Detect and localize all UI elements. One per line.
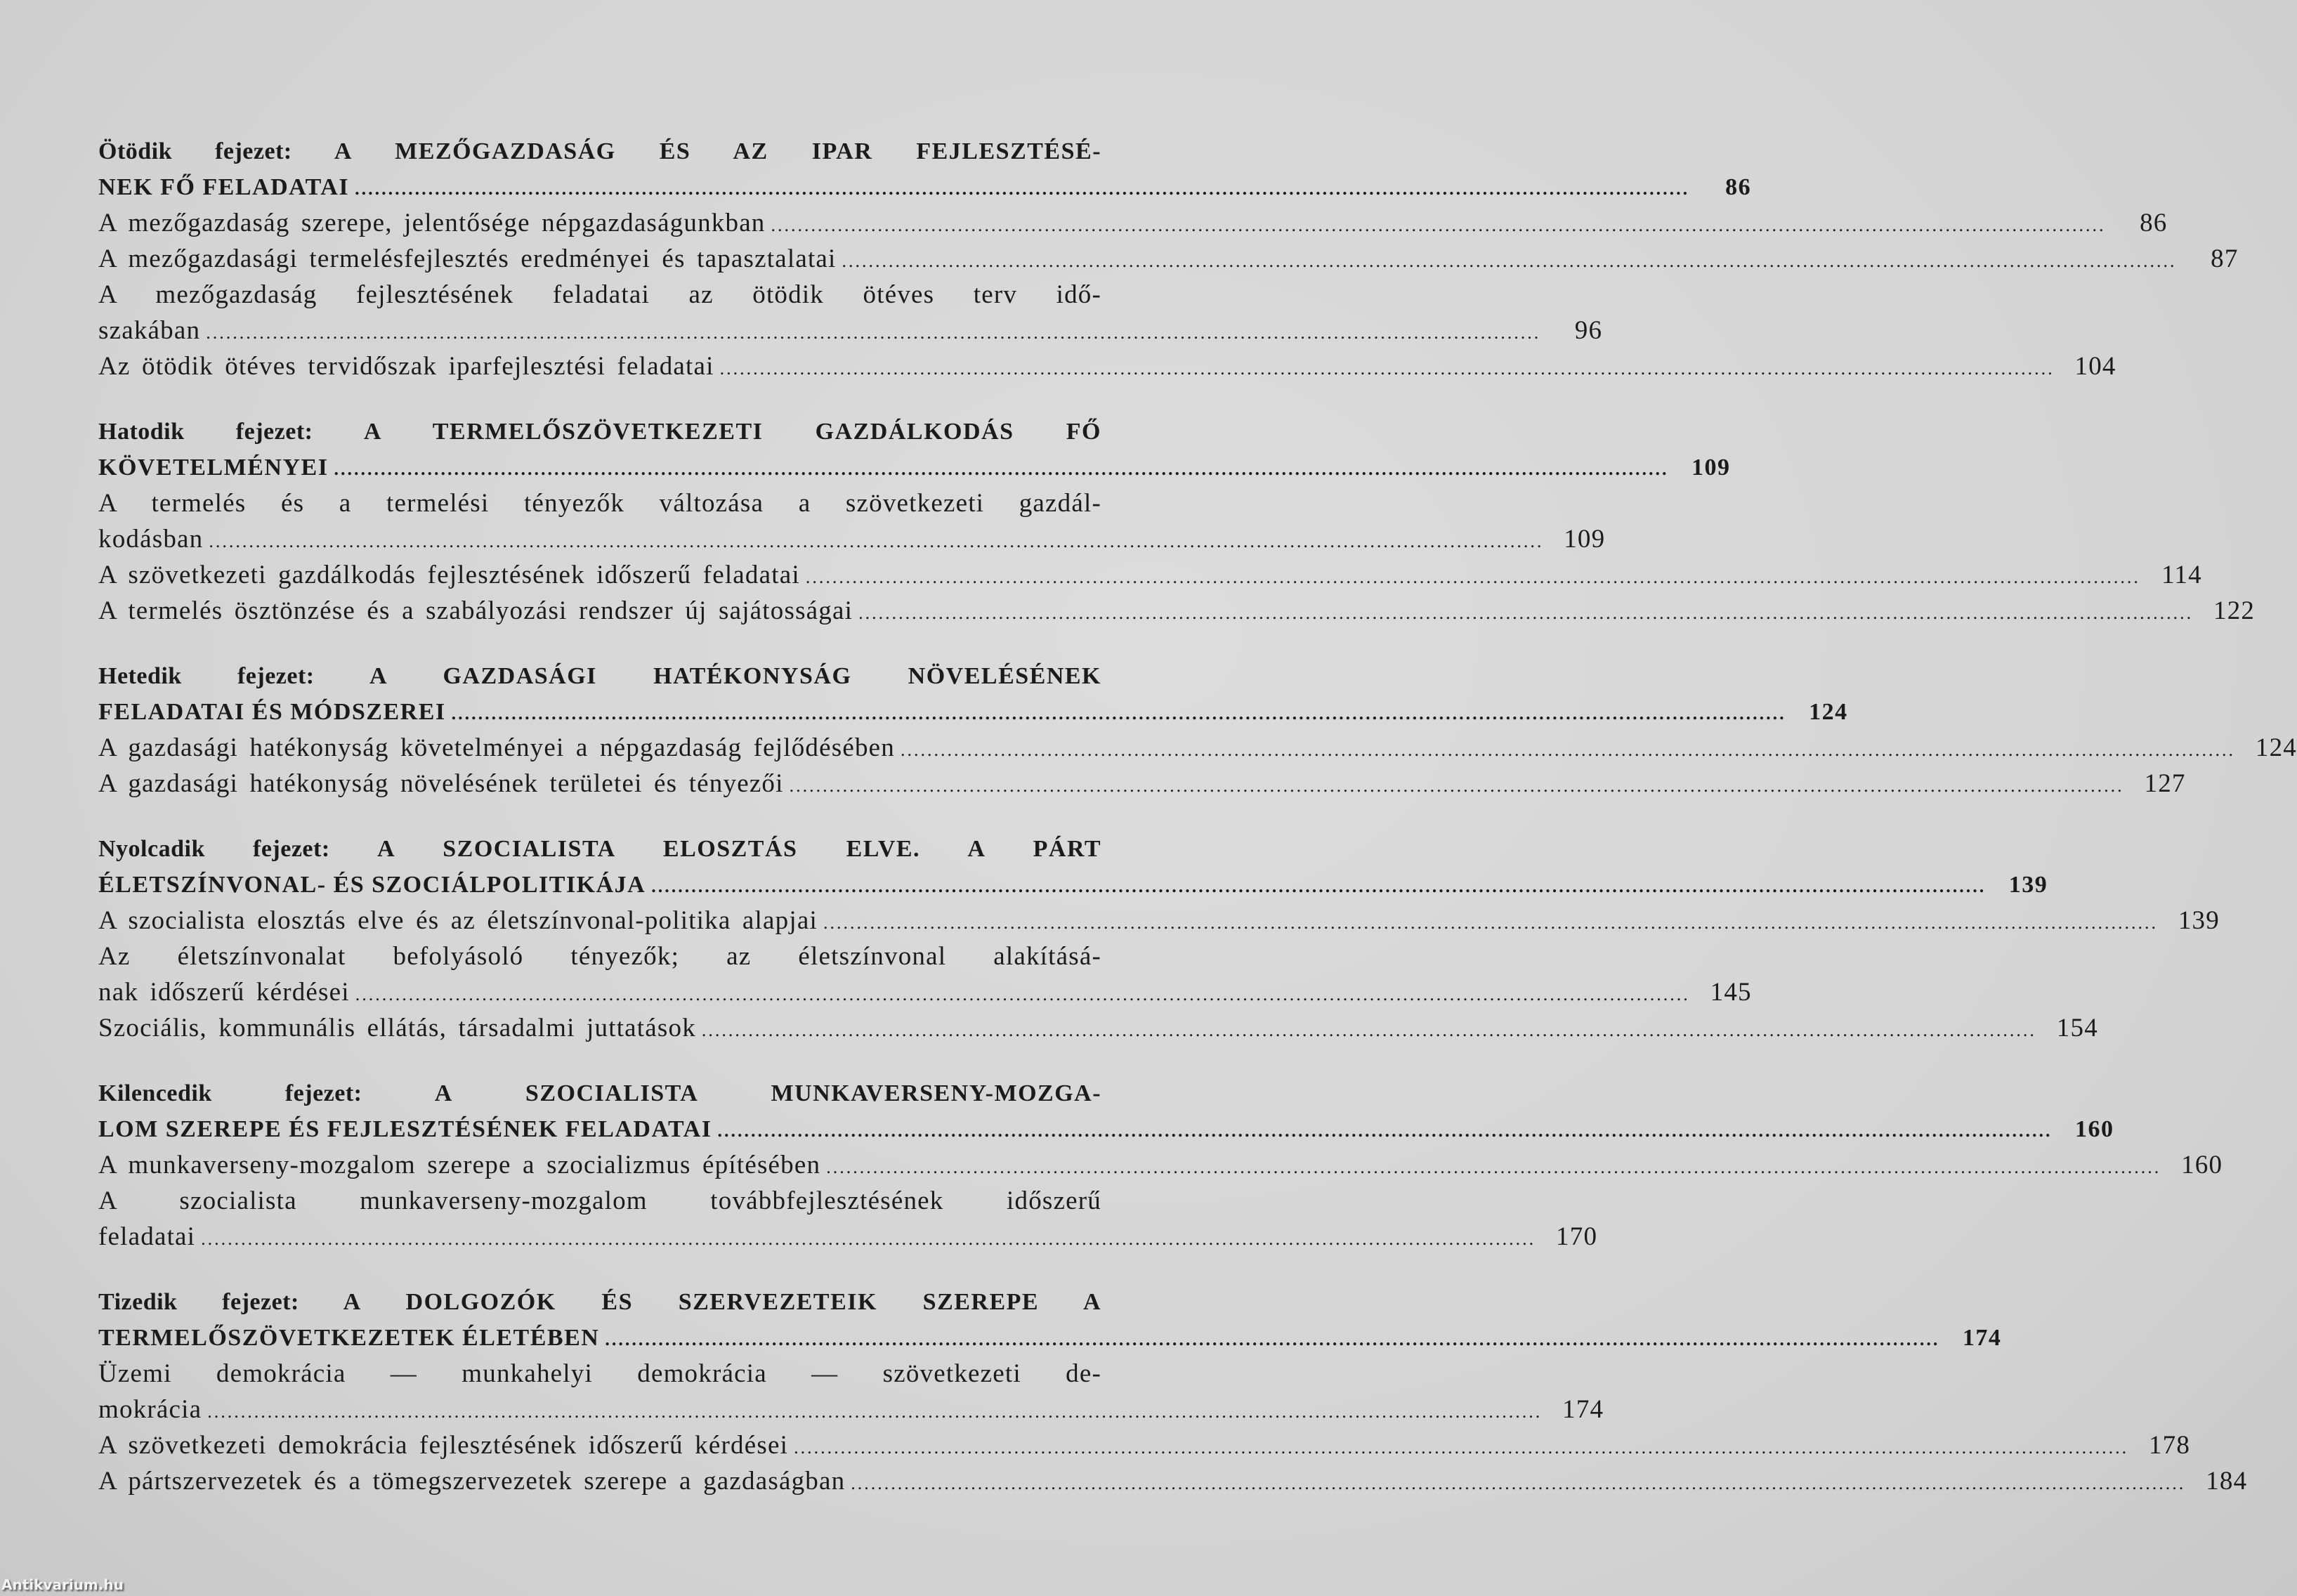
toc-line <box>98 974 1752 1010</box>
line-text-content: A gazdasági hatékonyság követelményei a népgazdaság fejlődésében <box>98 733 896 762</box>
line-text-content: A gazdasági hatékonyság növelésének területei és tényezői <box>98 769 784 798</box>
page-number: 154 <box>2056 1014 2098 1042</box>
entry-line: Üzemi demokrácia — munkahelyi demokrácia — szövetkezeti de- <box>98 1359 1101 1388</box>
toc-entry <box>98 277 1603 348</box>
line-text <box>98 1392 202 1427</box>
line-text <box>98 1111 712 1147</box>
page-number: 114 <box>2161 561 2202 589</box>
dot-leader: ........................................................................................................................................................................................................ <box>201 1229 1536 1249</box>
line-text-content: szakában <box>98 316 201 345</box>
chapter-label: Ötödik fejezet: <box>98 138 292 164</box>
chapter-title-line <box>98 831 1101 867</box>
dot-leader: ........................................................................................................................................................................................................ <box>206 322 1541 343</box>
line-text <box>98 1463 845 1499</box>
toc-line <box>98 1219 1598 1255</box>
toc-line <box>98 1010 2098 1046</box>
dot-leader: ........................................................................................................................................................................................................ <box>842 251 2177 271</box>
chapter-section <box>98 658 2297 802</box>
dot-leader: ........................................................................................................................................................................................................ <box>858 603 2194 623</box>
toc-entry <box>98 766 2186 802</box>
dot-leader: ........................................................................................................................................................................................................ <box>717 1120 2053 1141</box>
page-number: 160 <box>2181 1151 2223 1179</box>
dot-leader: ........................................................................................................................................................................................................ <box>794 1437 2129 1458</box>
line-text <box>98 730 895 766</box>
line-text-content: A szövetkezeti demokrácia fejlesztésének időszerű kérdései <box>98 1431 789 1460</box>
page-number: 139 <box>2178 906 2220 935</box>
line-text-content: nak időszerű kérdései <box>98 978 350 1007</box>
line-text-content: A pártszervezetek és a tömegszervezetek szerepe a gazdaságban <box>98 1467 846 1496</box>
toc-line <box>98 521 1606 557</box>
toc-entry <box>98 1463 2248 1499</box>
dot-leader: ........................................................................................................................................................................................................ <box>451 703 1786 724</box>
dot-leader: ........................................................................................................................................................................................................ <box>901 740 2236 760</box>
page-number: 160 <box>2074 1116 2114 1142</box>
line-text-content: A termelés ösztönzése és a szabályozási rendszer új sajátosságai <box>98 596 853 625</box>
line-text-content: NEK FŐ FELADATAI <box>98 174 350 200</box>
chapter-section <box>98 831 2220 1046</box>
line-text <box>98 1147 820 1183</box>
line-text <box>98 694 446 730</box>
chapter-section <box>98 133 2239 384</box>
page-number: 170 <box>1556 1222 1598 1251</box>
page-number: 86 <box>1725 174 1752 200</box>
table-of-contents <box>98 133 2297 1529</box>
chapter-section <box>98 1284 2248 1499</box>
dot-leader: ........................................................................................................................................................................................................ <box>334 459 1669 479</box>
watermark: Antikvarium.hu <box>1 1576 124 1593</box>
toc-entry <box>98 1010 2098 1046</box>
page-number: 174 <box>1962 1325 2002 1351</box>
chapter-label: Hatodik fejezet: <box>98 419 313 445</box>
line-text-content: KÖVETELMÉNYEI <box>98 454 329 480</box>
chapter-title-line <box>98 1284 1101 1320</box>
toc-line <box>98 1427 2191 1463</box>
dot-leader: ........................................................................................................................................................................................................ <box>805 567 2140 587</box>
dot-leader: ........................................................................................................................................................................................................ <box>605 1329 1940 1349</box>
page-number: 86 <box>2140 209 2168 237</box>
page-number: 109 <box>1564 525 1606 554</box>
line-text <box>98 593 853 629</box>
page-number: 139 <box>2008 872 2048 898</box>
line-text <box>98 313 200 348</box>
page-number: 178 <box>2148 1431 2191 1460</box>
dot-leader: ........................................................................................................................................................................................................ <box>771 215 2106 235</box>
toc-line <box>98 169 1752 205</box>
page-number: 184 <box>2206 1467 2248 1496</box>
page-number: 124 <box>1809 699 1848 725</box>
entry-line: A termelés és a termelési tényezők változása a szövetkezeti gazdál- <box>98 489 1101 518</box>
entry-line: A szocialista munkaverseny-mozgalom továbbfejlesztésének időszerű <box>98 1186 1101 1215</box>
chapter-title-text: A DOLGOZÓK ÉS SZERVEZETEIK SZEREPE A <box>343 1289 1102 1315</box>
line-text <box>98 557 800 593</box>
dot-leader: ........................................................................................................................................................................................................ <box>651 876 1987 896</box>
chapter-title-line <box>98 658 1101 694</box>
line-text <box>98 450 328 485</box>
chapter-title-text: A SZOCIALISTA ELOSZTÁS ELVE. A PÁRT <box>377 836 1102 862</box>
line-text-content: A mezőgazdasági termelésfejlesztés eredményei és tapasztalatai <box>98 244 837 273</box>
line-text-content: A szövetkezeti gazdálkodás fejlesztésének időszerű feladatai <box>98 561 800 589</box>
toc-line <box>98 593 2256 629</box>
dot-leader: ........................................................................................................................................................................................................ <box>823 913 2158 933</box>
page-number: 145 <box>1710 978 1752 1007</box>
line-text <box>98 1427 788 1463</box>
line-text <box>98 1320 599 1356</box>
toc-line <box>98 348 2116 384</box>
toc-line <box>98 903 2220 938</box>
line-text <box>98 521 203 557</box>
line-text-content: LOM SZEREPE ÉS FEJLESZTÉSÉNEK FELADATAI <box>98 1116 712 1142</box>
line-text-content: A mezőgazdaság szerepe, jelentősége népgazdaságunkban <box>98 209 766 237</box>
toc-entry <box>98 1183 1598 1255</box>
toc-entry <box>98 241 2239 277</box>
line-text-content: FELADATAI ÉS MÓDSZEREI <box>98 699 446 725</box>
line-text <box>98 766 784 802</box>
page-number: 122 <box>2213 596 2256 625</box>
toc-entry <box>98 485 1606 557</box>
page-number: 104 <box>2074 352 2116 381</box>
chapter-label: Tizedik fejezet: <box>98 1289 299 1315</box>
chapter-title-text: A GAZDASÁGI HATÉKONYSÁG NÖVELÉSÉNEK <box>369 663 1102 689</box>
line-text-content: A munkaverseny-mozgalom szerepe a szocializmus építésében <box>98 1151 821 1179</box>
dot-leader: ........................................................................................................................................................................................................ <box>851 1473 2186 1493</box>
line-text <box>98 867 646 903</box>
dot-leader: ........................................................................................................................................................................................................ <box>701 1020 2036 1040</box>
line-text-content: Az ötödik ötéves tervidőszak iparfejlesztési feladatai <box>98 352 714 381</box>
line-text-content: TERMELŐSZÖVETKEZETEK ÉLETÉBEN <box>98 1325 600 1351</box>
chapter-label: Nyolcadik fejezet: <box>98 836 330 862</box>
line-text <box>98 169 349 205</box>
toc-line <box>98 730 2297 766</box>
chapter-title-text: A MEZŐGAZDASÁG ÉS AZ IPAR FEJLESZTÉSÉ- <box>334 138 1102 164</box>
line-text-content: kodásban <box>98 525 204 554</box>
line-text-content: feladatai <box>98 1222 196 1251</box>
dot-leader: ........................................................................................................................................................................................................ <box>209 531 1544 551</box>
page-number: 124 <box>2255 733 2297 762</box>
dot-leader: ........................................................................................................................................................................................................ <box>207 1401 1543 1422</box>
chapter-title-line <box>98 414 1101 450</box>
dot-leader: ........................................................................................................................................................................................................ <box>789 776 2124 796</box>
toc-line <box>98 867 2048 903</box>
line-text <box>98 241 837 277</box>
toc-entry <box>98 1147 2223 1183</box>
chapter-title-line <box>98 133 1101 169</box>
toc-line <box>98 1111 2114 1147</box>
toc-entry <box>98 557 2202 593</box>
line-text <box>98 205 766 241</box>
dot-leader: ........................................................................................................................................................................................................ <box>355 178 1690 199</box>
toc-entry <box>98 938 1752 1010</box>
toc-entry <box>98 730 2297 766</box>
toc-entry <box>98 593 2256 629</box>
toc-line <box>98 1320 2002 1356</box>
toc-line <box>98 694 1848 730</box>
line-text-content: ÉLETSZÍNVONAL- ÉS SZOCIÁLPOLITIKÁJA <box>98 872 646 898</box>
page-number: 87 <box>2211 244 2239 273</box>
toc-entry <box>98 903 2220 938</box>
line-text <box>98 903 818 938</box>
chapter-label: Kilencedik fejezet: <box>98 1080 362 1106</box>
page-number: 127 <box>2144 769 2186 798</box>
toc-line <box>98 557 2202 593</box>
chapter-section <box>98 414 2256 629</box>
toc-line <box>98 1147 2223 1183</box>
toc-line <box>98 205 2168 241</box>
line-text-content: A szocialista elosztás elve és az életszínvonal-politika alapjai <box>98 906 818 935</box>
toc-entry <box>98 1427 2191 1463</box>
dot-leader: ........................................................................................................................................................................................................ <box>719 358 2055 379</box>
chapter-section <box>98 1075 2223 1255</box>
line-text <box>98 974 350 1010</box>
toc-entry <box>98 348 2116 384</box>
line-text <box>98 1010 696 1046</box>
chapter-title-text: A TERMELŐSZÖVETKEZETI GAZDÁLKODÁS FŐ <box>363 419 1101 445</box>
toc-line <box>98 766 2186 802</box>
line-text <box>98 1219 195 1255</box>
chapter-title-text: A SZOCIALISTA MUNKAVERSENY-MOZGA- <box>434 1080 1102 1106</box>
dot-leader: ........................................................................................................................................................................................................ <box>355 984 1690 1005</box>
toc-line <box>98 450 1731 485</box>
toc-line <box>98 241 2239 277</box>
entry-line: Az életszínvonalat befolyásoló tényezők; az életszínvonal alakításá- <box>98 942 1101 971</box>
toc-line <box>98 313 1603 348</box>
toc-entry <box>98 1356 1604 1427</box>
page-number: 174 <box>1562 1395 1604 1424</box>
entry-line: A mezőgazdaság fejlesztésének feladatai az ötödik ötéves terv idő- <box>98 280 1101 309</box>
toc-entry <box>98 205 2168 241</box>
line-text <box>98 348 714 384</box>
line-text-content: mokrácia <box>98 1395 202 1424</box>
chapter-title-line <box>98 1075 1101 1111</box>
dot-leader: ........................................................................................................................................................................................................ <box>826 1157 2161 1177</box>
page-number: 96 <box>1574 316 1603 345</box>
line-text-content: Szociális, kommunális ellátás, társadalmi juttatások <box>98 1014 696 1042</box>
chapter-label: Hetedik fejezet: <box>98 663 315 689</box>
toc-line <box>98 1463 2248 1499</box>
page-number: 109 <box>1691 454 1731 480</box>
toc-line <box>98 1392 1604 1427</box>
